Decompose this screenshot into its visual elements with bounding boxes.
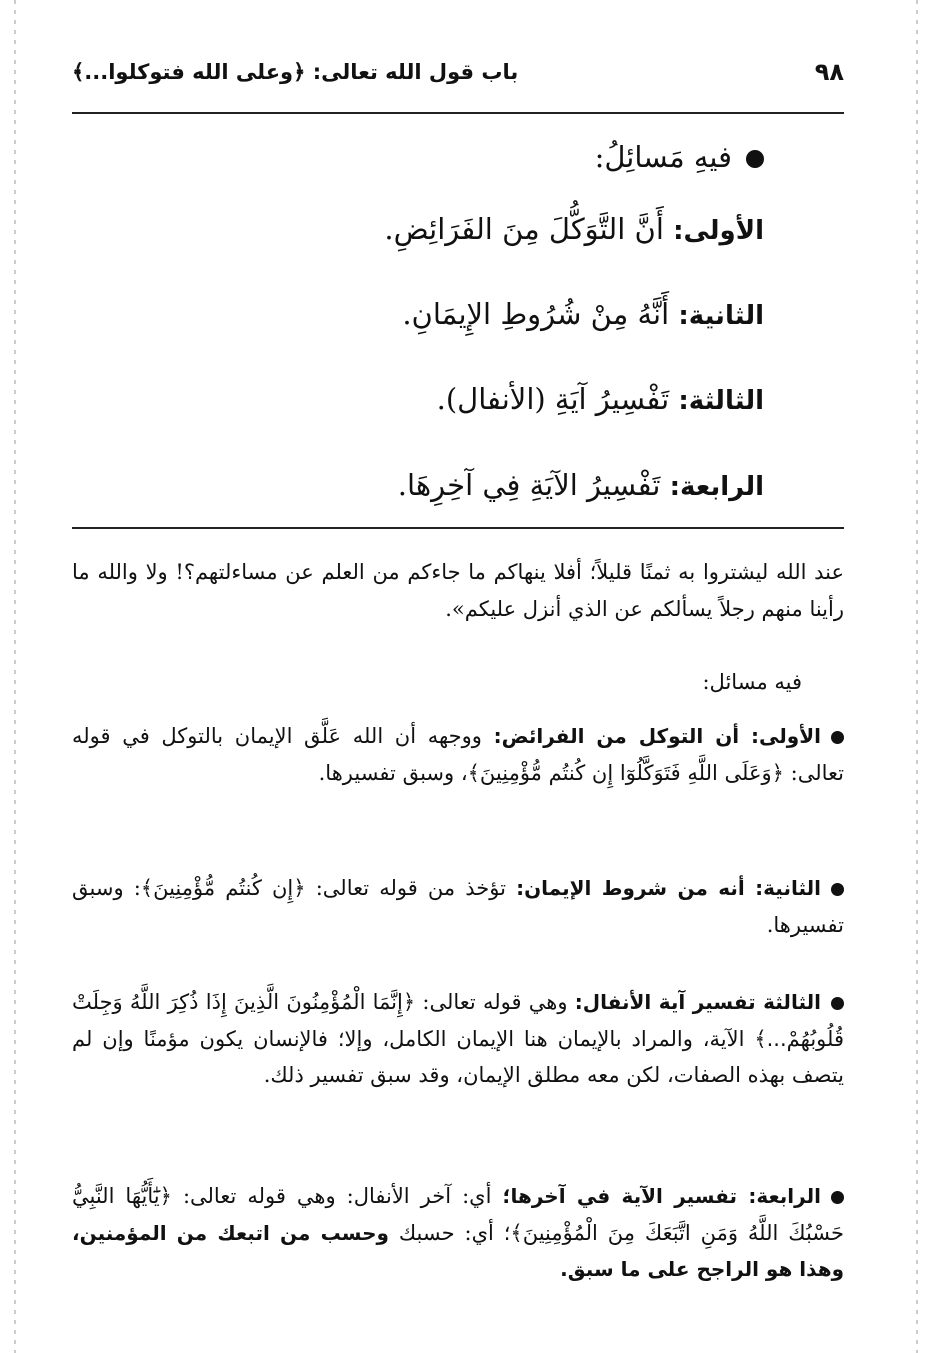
- sharh-paragraph-3: [72, 984, 844, 1094]
- matn-item-label: الثالثة:: [678, 386, 764, 416]
- matn-item-label: الثانية:: [678, 301, 764, 331]
- page-number: ٩٨: [814, 58, 844, 86]
- bullet-icon: [831, 997, 844, 1010]
- sharh-text: ، وسبق تفسيرها.: [318, 760, 468, 785]
- quran-verse: ﴿يَٰٓأَيُّهَا النَّبِيُّ حَسْبُكَ اللَّهُ وَمَنِ اتَّبَعَكَ مِنَ الْمُؤْمِنِينَ﴾: [72, 1184, 844, 1245]
- right-margin-dots: [916, 0, 918, 1353]
- matn-heading-text: فيهِ مَسائِلُ:: [594, 140, 732, 174]
- quran-verse: ﴿إِن كُنتُم مُّؤْمِنِينَ﴾: [140, 876, 306, 900]
- running-title: باب قول الله تعالى: ﴿وعلى الله فتوكلوا...﴾: [72, 60, 519, 84]
- section-divider: [72, 527, 844, 529]
- matn-item: [164, 297, 764, 331]
- matn-item: [164, 212, 764, 246]
- sharh-paragraph-4: [72, 1178, 844, 1288]
- quran-verse: ﴿إِنَّمَا الْمُؤْمِنُونَ الَّذِينَ إِذَا ذُكِرَ اللَّهُ وَجِلَتْ قُلُوبُهُمْ...﴾: [72, 990, 844, 1051]
- sharh-label: الرابعة: تفسير الآية في آخرها؛: [502, 1184, 821, 1208]
- sharh-label: الثانية: أنه من شروط الإيمان:: [516, 876, 822, 900]
- sharh-text: : وسبق تفسيرها.: [72, 876, 844, 937]
- sharh-text: أي: آخر الأنفال: وهي قوله تعالى:: [182, 1184, 492, 1208]
- bullet-icon: [831, 883, 844, 896]
- sharh-intro: عند الله ليشتروا به ثمنًا قليلاً؛ أفلا ينهاكم ما جاءكم من العلم عن مساءلتهم؟! ولا والله ما رأينا منهم رجلاً يسألكم عن الذي أنزل عليكم».: [72, 560, 844, 621]
- sharh-paragraph-1: [72, 718, 844, 791]
- matn-heading: [164, 140, 764, 174]
- sharh-label: الأولى: أن التوكل من الفرائض:: [493, 724, 821, 748]
- sharh-heading: فيه مسائل:: [702, 670, 802, 694]
- sharh-text: ووجهه أن الله عَلَّق الإيمان بالتوكل في قوله تعالى:: [72, 724, 844, 785]
- quran-verse: ﴿وَعَلَى اللَّهِ فَتَوَكَّلُوٓا إِن كُنتُم مُّؤْمِنِينَ﴾: [467, 760, 784, 785]
- bullet-icon: [831, 731, 844, 744]
- sharh-conclusion: وحسب من اتبعك من المؤمنين، وهذا هو الراجح على ما سبق.: [72, 1220, 844, 1281]
- matn-item-text: أَنَّهُ مِنْ شُرُوطِ الإِيمَانِ.: [402, 297, 670, 331]
- sharh-text: الآية، والمراد بالإيمان هنا الإيمان الكامل، وإلا؛ فالإنسان يكون مؤمنًا وإن لم يتصف بهذه الصفات، لكن معه مطلق الإيمان، وقد سبق تفسير ذلك.: [72, 1026, 844, 1087]
- left-margin-dots: [14, 0, 16, 1353]
- matn-item: [164, 382, 764, 416]
- header-rule: [72, 112, 844, 114]
- matn-item-text: تَفْسِيرُ الآيَةِ فِي آخِرِهَا.: [397, 468, 661, 502]
- bullet-icon: [746, 150, 764, 168]
- sharh-text: ؛ أي: حسبك: [398, 1220, 511, 1245]
- sharh-label: الثالثة تفسير آية الأنفال:: [574, 990, 821, 1014]
- sharh-paragraph-2: [72, 870, 844, 943]
- matn-item-label: الأولى:: [673, 216, 764, 246]
- matn-item-text: أَنَّ التَّوَكُّلَ مِنَ الفَرَائِضِ.: [384, 212, 664, 246]
- page-header: [72, 58, 844, 92]
- sharh-text: وهي قوله تعالى:: [422, 990, 568, 1014]
- sharh-text: تؤخذ من قوله تعالى:: [315, 876, 506, 900]
- matn-item-label: الرابعة:: [669, 472, 764, 502]
- bullet-icon: [831, 1191, 844, 1204]
- matn-item: [164, 468, 764, 502]
- matn-item-text: تَفْسِيرُ آيَةِ (الأنفال).: [436, 382, 670, 416]
